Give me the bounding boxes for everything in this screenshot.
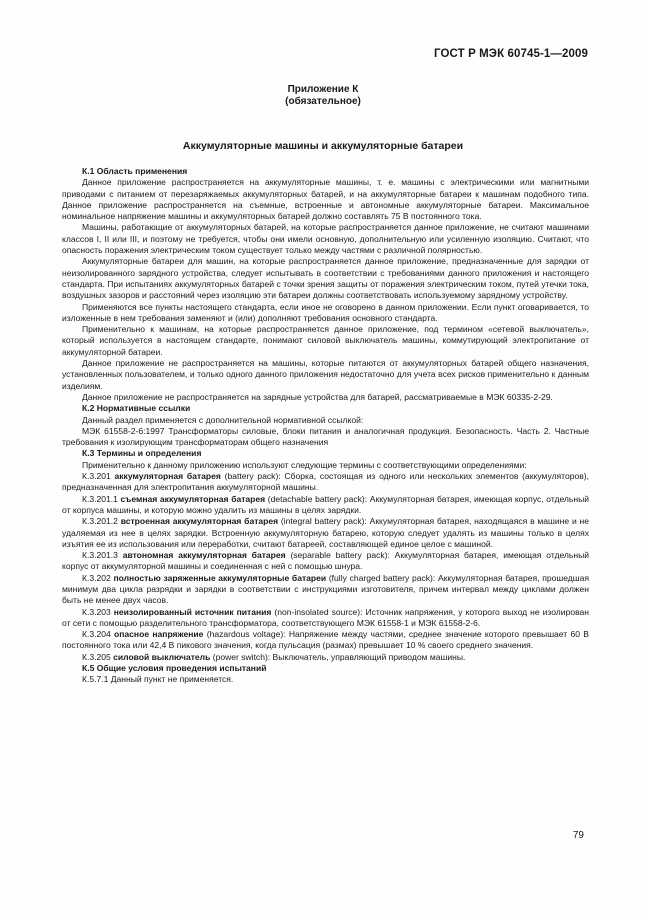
term-name: полностью заряженные аккумуляторные батареи xyxy=(113,572,327,583)
document-title: Аккумуляторные машины и аккумуляторные батареи xyxy=(182,140,464,152)
term-number: К.3.205 xyxy=(82,651,111,662)
term-definition xyxy=(62,494,589,517)
term-number: К.3.202 xyxy=(82,572,111,583)
term-name: неизолированный источник питания xyxy=(113,606,272,617)
term-number: К.3.201 xyxy=(82,471,111,482)
section-heading-k1: К.1 Область применения xyxy=(82,166,188,176)
term-text: (detachable battery pack): Аккумуляторная батарея, имеющая корпус, отдельный от корпуса машины, и которую можно удалить из машины в целях зарядки. xyxy=(62,493,590,515)
appendix-status: (обязательное) xyxy=(285,96,361,107)
term-name: опасное напряжение xyxy=(114,629,204,640)
page-number: 79 xyxy=(572,830,584,841)
term-text: (power switch): Выключатель, управляющий приводом машины. xyxy=(212,651,466,662)
paragraph: Данное приложение распространяется на аккумуляторные машины, т. е. машины с электрическими или магнитными приводами с питанием от перезаряжаемых аккумуляторных батарей, и на аккумуляторные батареи к машинам подобного типа. Данное приложение распространяется на съемные, встроенные и автономные аккумуляторные батареи. Максимальное номинальное напряжение машины и аккумуляторных батарей должно составлять 75 В постоянного тока. xyxy=(62,177,589,222)
term-number: К.3.201.1 xyxy=(82,493,118,504)
appendix-title: Приложение К xyxy=(287,84,359,95)
term-number: К.3.201.2 xyxy=(82,516,118,527)
paragraph: Машины, работающие от аккумуляторных батарей, на которые распространяется данное приложение, не считают машинами классов I, II или III, и поэтому не требуется, чтобы они имели основную, дополнительную или усиленную изоляцию. Считают, что опасность поражения электрическим током существует только между частями с различной полярностью. xyxy=(62,222,589,256)
document-body xyxy=(62,166,589,686)
paragraph: Данное приложение не распространяется на зарядные устройства для батарей, рассматриваемые в МЭК 60335-2-29. xyxy=(82,391,553,402)
term-definition xyxy=(62,550,589,573)
term-name: автономная аккумуляторная батарея xyxy=(122,550,286,561)
section-heading-k2: К.2 Нормативные ссылки xyxy=(82,403,191,414)
term-definition xyxy=(62,516,589,550)
paragraph: Применительно к машинам, на которые распространяется данное приложение, под термином «сетевой выключатель», который используется в настоящем стандарте, понимают силовой выключатель машины, коммутирующий электропитание от аккумуляторной батареи. xyxy=(62,324,589,357)
paragraph: Применительно к данному приложению используют следующие термины с соответствующими определениями: xyxy=(82,459,527,470)
term-text: (separable battery pack): Аккумуляторная батарея, имеющая отдельный корпус от аккумуляторной машины и соединенная с ней с помощью шнура. xyxy=(62,550,590,572)
term-name: съемная аккумуляторная батарея xyxy=(120,493,266,504)
term-number: К.3.201.3 xyxy=(82,550,118,561)
term-text: (integral battery pack): Аккумуляторная батарея, находящаяся в машине и не удаляемая из нее в целях зарядки. Встроенную аккумуляторную батарею, которую следует удалять из машины только в целях изъятия ее из использования или переработки, считают батареей, составляющей единое целое с машиной. xyxy=(62,516,590,549)
paragraph: Применяются все пункты настоящего стандарта, если иное не оговорено в данном приложении. Если пункт оговаривается, то изложенные в нем требования заменяют и (или) дополняют требования основного стандарта. xyxy=(62,301,589,323)
term-text: (non-insolated source): Источник напряжения, у которого выход не изолирован от сети с помощью разделительного трансформатора, соответствующего МЭК 61558-1 и МЭК 61558-2-6. xyxy=(62,606,589,628)
term-text: (hazardous voltage): Напряжение между частями, среднее значение которого превышает 60 В постоянного тока или 42,4 В пикового значения, когда пульсация (размах) превышает 10 % своего среднего значения. xyxy=(62,629,589,651)
appendix-heading xyxy=(0,84,646,108)
paragraph: МЭК 61558-2-6:1997 Трансформаторы силовые, блоки питания и аналогичная продукция. Безопасность. Часть 2. Частные требования к изолирующим трансформаторам общего назначения xyxy=(62,425,589,448)
paragraph: К.5.7.1 Данный пункт не применяется. xyxy=(82,674,234,685)
term-number: К.3.204 xyxy=(82,629,111,640)
paragraph: Данное приложение не распространяется на машины, которые питаются от аккумуляторных батарей общего назначения, установленных пользователем, и только одного данного приложения недостаточно для учета всех рисков применительно к данным изделиям. xyxy=(62,358,589,391)
term-definition xyxy=(62,573,589,607)
term-definition xyxy=(62,652,589,663)
term-number: К.3.203 xyxy=(82,606,111,617)
paragraph: Аккумуляторные батареи для машин, на которые распространяется данное приложение, предназначенные для зарядки от неизолированного зарядного устройства, следует испытывать в соответствии с требованиями данного приложения и настоящего стандарта. При испытаниях аккумуляторных батарей с точки зрения защиты от поражения электрическим током, путей утечки тока, воздушных зазоров и расстояний через изоляцию эти батареи должны соответствовать используемому зарядному устройству. xyxy=(62,256,589,301)
term-name: встроенная аккумуляторная батарея xyxy=(120,516,279,527)
paragraph: Данный раздел применяется с дополнительной нормативной ссылкой: xyxy=(82,414,364,425)
term-name: аккумуляторная батарея xyxy=(114,471,221,482)
term-definition xyxy=(62,607,589,630)
term-name: силовой выключатель xyxy=(113,651,211,662)
section-heading-k5: К.5 Общие условия проведения испытаний xyxy=(82,663,267,674)
section-heading-k3: К.3 Термины и определения xyxy=(82,448,202,459)
term-definition xyxy=(62,471,589,494)
term-text: (battery pack): Сборка, состоящая из одного или нескольких элементов (аккумуляторов), предназначенная для электропитания аккумуляторной машины. xyxy=(62,471,590,493)
standard-header: ГОСТ Р МЭК 60745-1—2009 xyxy=(434,48,588,60)
term-definition xyxy=(62,629,589,652)
term-text: (fully charged battery pack): Аккумуляторная батарея, прошедшая минимум два цикла разрядки и зарядки в соответствии с инструкциями изготовителя, причем интервал между циклами должен быть не менее двух часов. xyxy=(62,572,590,606)
